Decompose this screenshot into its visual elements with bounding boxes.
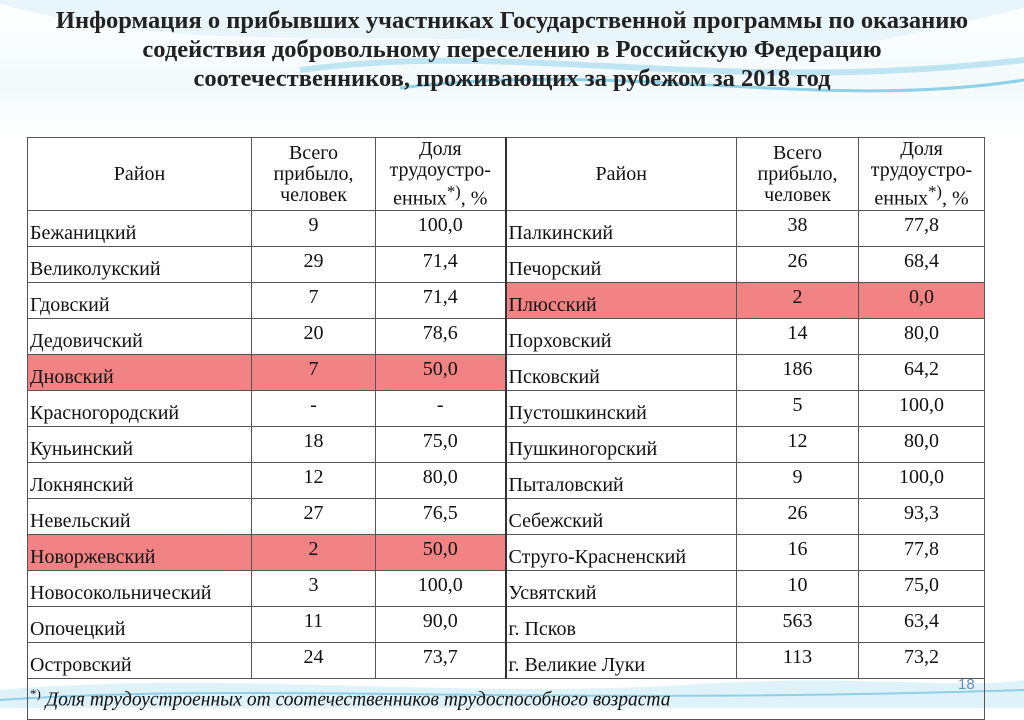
arrived-cell: 26 <box>737 247 859 283</box>
district-cell: Порховский <box>506 319 737 355</box>
district-cell: Псковский <box>506 355 737 391</box>
header-employed-share: Доля трудоустро-енных*), % <box>859 138 985 211</box>
district-cell: Великолукский <box>28 247 252 283</box>
header-arrived: Всего прибыло, человек <box>252 138 376 211</box>
table-row <box>28 427 985 463</box>
table-row <box>28 211 985 247</box>
employed-share-cell: 78,6 <box>376 319 506 355</box>
arrived-cell: 18 <box>252 427 376 463</box>
arrived-cell: 12 <box>252 463 376 499</box>
district-cell: Новосокольнический <box>28 571 252 607</box>
arrived-cell: 20 <box>252 319 376 355</box>
district-cell: г. Великие Луки <box>506 643 737 679</box>
arrived-cell: 2 <box>252 535 376 571</box>
arrived-cell: 12 <box>737 427 859 463</box>
employed-share-cell: 68,4 <box>859 247 985 283</box>
employed-share-cell: 80,0 <box>859 427 985 463</box>
employed-share-cell: 71,4 <box>376 283 506 319</box>
table-row <box>28 463 985 499</box>
arrived-cell: 29 <box>252 247 376 283</box>
arrived-cell: 563 <box>737 607 859 643</box>
table-row <box>28 247 985 283</box>
table-row <box>28 391 985 427</box>
district-cell: Опочецкий <box>28 607 252 643</box>
district-cell: Гдовский <box>28 283 252 319</box>
arrived-cell: 16 <box>737 535 859 571</box>
table-header-row <box>28 138 985 211</box>
employed-share-cell: 73,7 <box>376 643 506 679</box>
employed-share-cell: 73,2 <box>859 643 985 679</box>
employed-share-cell: 100,0 <box>376 211 506 247</box>
employed-share-cell: 63,4 <box>859 607 985 643</box>
district-cell: Струго-Красненский <box>506 535 737 571</box>
arrived-cell: 186 <box>737 355 859 391</box>
table-row <box>28 355 985 391</box>
employed-share-cell: 100,0 <box>859 463 985 499</box>
employed-share-cell: 50,0 <box>376 535 506 571</box>
table-row <box>28 319 985 355</box>
district-cell: Невельский <box>28 499 252 535</box>
district-cell: Островский <box>28 643 252 679</box>
employed-share-cell: 50,0 <box>376 355 506 391</box>
arrived-cell: 38 <box>737 211 859 247</box>
arrived-cell: 9 <box>252 211 376 247</box>
employed-share-cell: 76,5 <box>376 499 506 535</box>
arrived-cell: 9 <box>737 463 859 499</box>
arrived-cell: 11 <box>252 607 376 643</box>
employed-share-cell: 75,0 <box>376 427 506 463</box>
district-cell: Пустошкинский <box>506 391 737 427</box>
header-district: Район <box>506 138 737 211</box>
arrived-cell: 24 <box>252 643 376 679</box>
arrived-cell: 3 <box>252 571 376 607</box>
table-row <box>28 643 985 679</box>
arrived-cell: 2 <box>737 283 859 319</box>
district-cell: Палкинский <box>506 211 737 247</box>
employed-share-cell: - <box>376 391 506 427</box>
district-cell: Дновский <box>28 355 252 391</box>
district-cell: Пыталовский <box>506 463 737 499</box>
table-row <box>28 499 985 535</box>
district-cell: Новоржевский <box>28 535 252 571</box>
district-cell: Куньинский <box>28 427 252 463</box>
district-cell: Усвятский <box>506 571 737 607</box>
header-arrived: Всего прибыло, человек <box>737 138 859 211</box>
table-row <box>28 571 985 607</box>
employed-share-cell: 100,0 <box>376 571 506 607</box>
arrived-cell: - <box>252 391 376 427</box>
header-district: Район <box>28 138 252 211</box>
arrived-cell: 5 <box>737 391 859 427</box>
resettlement-table <box>27 137 985 720</box>
district-cell: Локнянский <box>28 463 252 499</box>
employed-share-cell: 80,0 <box>376 463 506 499</box>
district-cell: Красногородский <box>28 391 252 427</box>
employed-share-cell: 64,2 <box>859 355 985 391</box>
district-cell: Дедовичский <box>28 319 252 355</box>
footnote-row <box>28 679 985 720</box>
employed-share-cell: 71,4 <box>376 247 506 283</box>
arrived-cell: 7 <box>252 283 376 319</box>
employed-share-cell: 0,0 <box>859 283 985 319</box>
page-title: Информация о прибывших участниках Государственной программы по оказанию содействия добровольному переселению в Российскую Федерацию соотечественников, проживающих за рубежом за 2018 год <box>55 7 969 92</box>
employed-share-cell: 75,0 <box>859 571 985 607</box>
arrived-cell: 10 <box>737 571 859 607</box>
employed-share-cell: 77,8 <box>859 535 985 571</box>
employed-share-cell: 90,0 <box>376 607 506 643</box>
district-cell: г. Псков <box>506 607 737 643</box>
employed-share-cell: 77,8 <box>859 211 985 247</box>
table-row <box>28 607 985 643</box>
district-cell: Плюсский <box>506 283 737 319</box>
district-cell: Бежаницкий <box>28 211 252 247</box>
district-cell: Пушкиногорский <box>506 427 737 463</box>
arrived-cell: 113 <box>737 643 859 679</box>
table-row <box>28 283 985 319</box>
arrived-cell: 27 <box>252 499 376 535</box>
employed-share-cell: 100,0 <box>859 391 985 427</box>
arrived-cell: 26 <box>737 499 859 535</box>
arrived-cell: 14 <box>737 319 859 355</box>
employed-share-cell: 80,0 <box>859 319 985 355</box>
table-row <box>28 535 985 571</box>
employed-share-cell: 93,3 <box>859 499 985 535</box>
district-cell: Печорский <box>506 247 737 283</box>
district-cell: Себежский <box>506 499 737 535</box>
footnote: *) Доля трудоустроенных от соотечественников трудоспособного возраста <box>28 679 985 720</box>
arrived-cell: 7 <box>252 355 376 391</box>
page-number: 18 <box>958 676 975 693</box>
header-employed-share: Доля трудоустро-енных*), % <box>376 138 506 211</box>
